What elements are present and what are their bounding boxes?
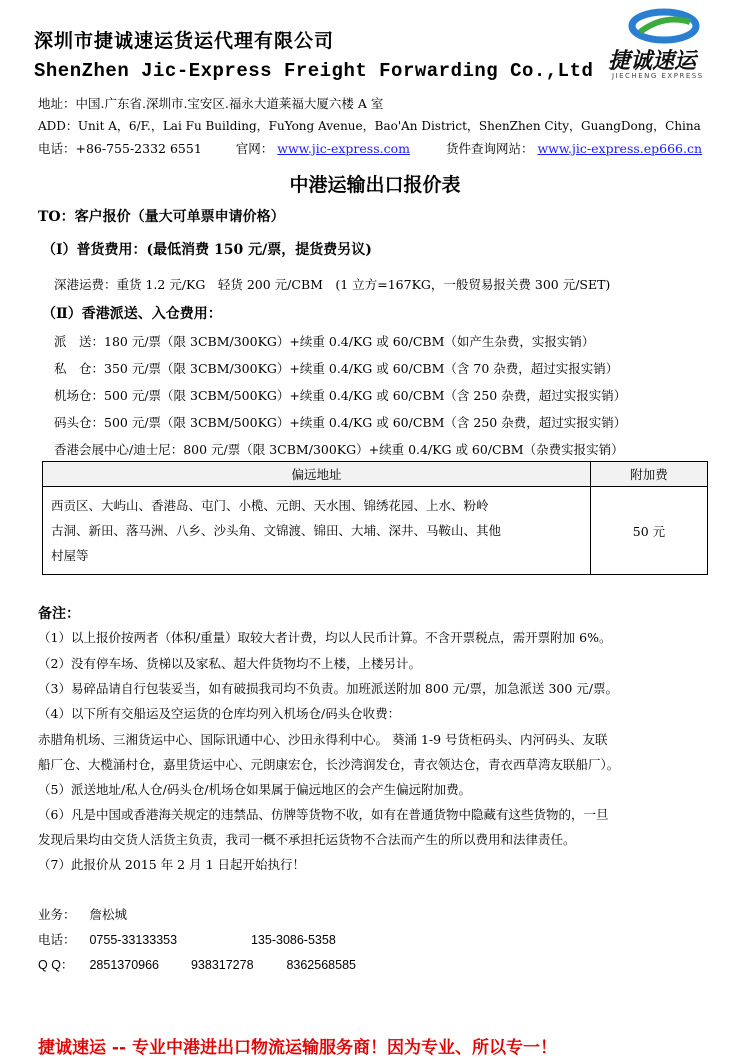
price-line-dock-warehouse: 码头仓：500 元/票（限 3CBM/500KG）+续重 0.4/KG 或 60/CBM（含 250 杂费，超过实报实销）	[54, 415, 627, 430]
price-line-airport-warehouse: 机场仓：500 元/票（限 3CBM/500KG）+续重 0.4/KG 或 60/CBM（含 250 杂费，超过实报实销）	[54, 388, 627, 403]
company-logo	[598, 6, 724, 86]
page-title: 中港运输出口报价表	[289, 174, 461, 196]
table-row	[43, 487, 708, 575]
remote-areas-line: 古洞、新田、落马洲、八乡、沙头角、文锦渡、锦田、大埔、深井、马鞍山、其他	[51, 523, 502, 538]
section2-heading: （Ⅱ）香港派送、入仓费用：	[42, 306, 222, 322]
company-name-en: ShenZhen Jic-Express Freight Forwarding Co.,Ltd	[34, 60, 594, 82]
sales-contact	[38, 905, 127, 923]
price-line-private-warehouse: 私 仓：350 元/票（限 3CBM/300KG）+续重 0.4/KG 或 60/CBM（含 70 杂费，超过实报实销）	[54, 361, 619, 376]
company-phone: 电话：+86-755-2332 6551	[38, 141, 202, 156]
tracking-link[interactable]: www.jic-express.ep666.cn	[537, 141, 703, 156]
price-line-convention-center: 香港会展中心/迪士尼：800 元/票（限 3CBM/300KG）+续重 0.4/KG 或 60/CBM（杂费实报实销）	[54, 442, 624, 457]
section1-heading: （Ⅰ）普货费用：(最低消费 150 元/票，提货费另议)	[42, 242, 372, 258]
address-en: ADD：Unit A，6/F.，Lai Fu Building，FuYong Avenue，Bao'An District，ShenZhen City，GuangDong，China	[38, 119, 701, 133]
note-line: 船厂仓、大榄涌村仓，嘉里货运中心、元朗康宏仓，长沙湾润发仓，青衣领达仓，青衣西草湾友联船厂）。	[38, 757, 620, 772]
remote-areas-cell	[43, 487, 591, 575]
qq-label: Q Q：	[38, 958, 74, 972]
company-name-cn: 深圳市捷诚速运货运代理有限公司	[34, 30, 335, 52]
note-line: （7）此报价从 2015 年 2 月 1 日起开始执行！	[38, 857, 306, 872]
sales-phone	[38, 930, 336, 948]
logo-text-cn: 捷诚速运	[608, 49, 697, 74]
sales-name: 詹松城	[89, 908, 127, 922]
mobile-number: 135-3086-5358	[250, 933, 336, 947]
footer-slogan: 捷诚速运 -- 专业中港进出口物流运输服务商！因为专业、所以专一！	[38, 1038, 557, 1058]
table-header-row	[43, 462, 708, 487]
note-line: （1）以上报价按两者（体积/重量）取较大者计费，均以人民币计算。不含开票税点，需开票附加 6%。	[38, 630, 612, 645]
note-line: （5）派送地址/私人仓/码头仓/机场仓如果属于偏远地区的会产生偏远附加费。	[38, 782, 472, 797]
phone-label: 电话：	[38, 933, 76, 947]
contact-line	[38, 139, 702, 157]
remote-area-table	[42, 461, 708, 575]
note-line: （2）没有停车场、货梯以及家私、超大件货物均不上楼，上楼另计。	[38, 656, 421, 671]
note-line: （3）易碎品请自行包装妥当，如有破损我司均不负责。加班派送附加 800 元/票，加急派送 300 元/票。	[38, 681, 618, 696]
remote-areas-line: 村屋等	[51, 548, 89, 563]
price-line-delivery: 派 送：180 元/票（限 3CBM/300KG）+续重 0.4/KG 或 60/CBM（如产生杂费，实报实销）	[54, 334, 595, 349]
section1-line: 深港运费：重货 1.2 元/KG 轻货 200 元/CBM (1 立方=167KG，一般贸易报关费 300 元/SET)	[54, 277, 611, 292]
to-line: TO：客户报价（量大可单票申请价格）	[38, 209, 285, 225]
note-line: （4）以下所有交船运及空运货的仓库均列入机场仓/码头仓收费：	[38, 706, 401, 721]
sales-label: 业务：	[38, 908, 76, 922]
qq-number: 2851370966	[89, 958, 160, 972]
address-cn: 地址：中国.广东省.深圳市.宝安区.福永大道莱福大厦六楼 A 室	[38, 96, 384, 111]
logo-text-en: JIECHENG EXPRESS	[612, 72, 704, 80]
remote-fee-cell: 50 元	[591, 487, 708, 575]
note-line: 赤腊角机场、三湘货运中心、国际讯通中心、沙田永得利中心。 葵涌 1-9 号货柜码头、内河码头、友联	[38, 732, 608, 747]
phone-number: 0755-33133353	[89, 933, 178, 947]
tracking-label: 货件查询网站：	[445, 141, 534, 156]
table-header-area: 偏远地址	[43, 462, 591, 487]
qq-number: 8362568585	[286, 958, 356, 972]
remote-areas-line: 西贡区、大屿山、香港岛、屯门、小榄、元朗、天水围、锦绣花园、上水、粉岭	[51, 498, 489, 513]
website-label: 官网：	[235, 141, 274, 156]
note-line: （6）凡是中国或香港海关规定的违禁品、仿牌等货物不收，如有在普通货物中隐藏有这些货物的，一旦	[38, 807, 609, 822]
note-line: 发现后果均由交货人活货主负责，我司一概不承担托运货物不合法而产生的所以费用和法律责任。	[38, 832, 576, 847]
sales-qq	[38, 955, 356, 973]
website-link[interactable]: www.jic-express.com	[277, 141, 410, 156]
table-header-fee: 附加费	[591, 462, 708, 487]
qq-number: 938317278	[190, 958, 254, 972]
notes-heading: 备注：	[38, 606, 80, 622]
